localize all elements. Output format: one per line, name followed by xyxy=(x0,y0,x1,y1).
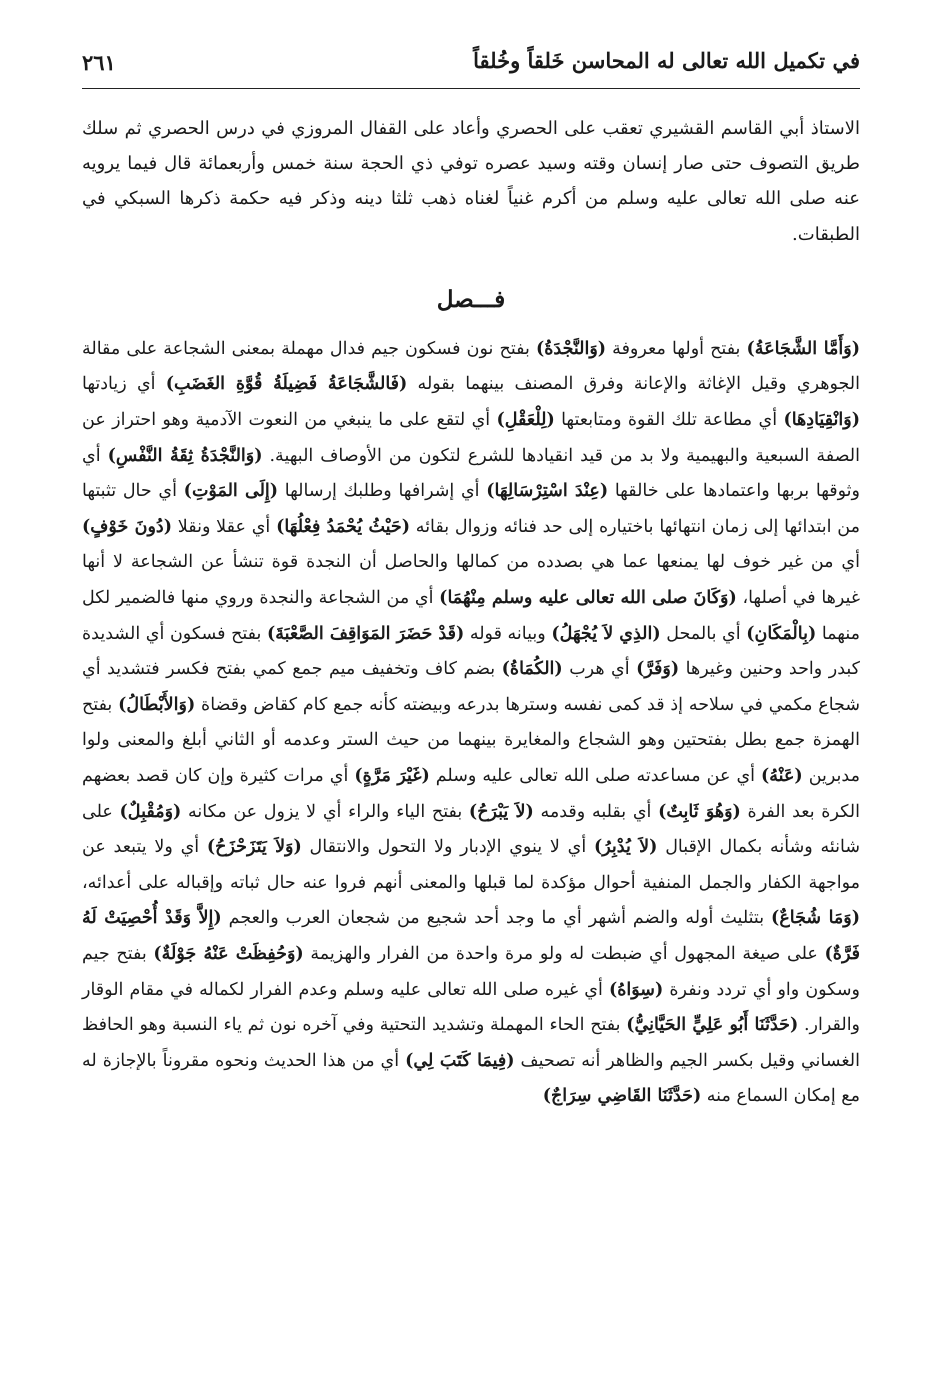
quoted-phrase: (غَيْرَ مَرَّةٍ) xyxy=(354,765,430,786)
commentary-text: على صيغة المجهول أي ضبطت له ولو مرة واحدة من الفرار والهزيمة xyxy=(303,943,825,964)
quoted-phrase: (حَيْثُ يُحْمَدُ فِعْلُهَا) xyxy=(276,516,411,537)
commentary-text: أي مرات كثيرة وإن كان قصد بعضهم الكرة بعد الفرة xyxy=(82,765,860,822)
quoted-phrase: (لِلْعَقْلِ) xyxy=(496,410,555,430)
commentary-text: أي من غير خوف لها يمنعها عما هي بصدده من كمالها والحاصل أن النجدة قوة تنشأ عن الشجاعة لا أنها غيرها في أصلها، xyxy=(82,552,860,608)
commentary-text: أي وثوقها بربها واعتمادها على خالقها xyxy=(82,445,860,502)
page-header xyxy=(82,38,860,89)
quoted-phrase: (وَالنَّجْدَةُ) xyxy=(535,338,607,359)
intro-paragraph: الاستاذ أبي القاسم القشيري تعقب على الحصري وأعاد على القفال المروزي في درس الحصري ثم سلك طريق التصوف حتى صار إنسان وقته وسيد عصره توفي ذي الحجة سنة خمس وأربعمائة قال فيما يرويه عنه صلى الله تعالى عليه وسلم من أكرم غنياً لغناه ذهب ثلثا دينه وذكر فيه حكمة ذكرها السبكي في الطبقات. xyxy=(82,118,860,245)
commentary-text: أي إشرافها وطلبك إرسالها xyxy=(278,481,487,502)
commentary-text: بفتح جيم وسكون واو أي تردد ونفرة xyxy=(82,943,861,1000)
quoted-phrase: (وَانْقِيَادِهَا) xyxy=(783,410,860,430)
commentary-text: بفتح الياء والراء أي لا يزول عن مكانه xyxy=(181,801,469,822)
quoted-phrase: (بِالْمَكَانِ) xyxy=(746,623,817,644)
quoted-phrase: (دُونَ خَوْفٍ) xyxy=(82,516,172,537)
commentary-text: أي زيادتها xyxy=(82,374,166,395)
commentary-text: أي هرب xyxy=(562,659,637,680)
commentary-text: بفتح أولها معروفة xyxy=(606,338,747,359)
quoted-phrase: (وَأَمَّا الشَّجَاعَةُ) xyxy=(746,338,861,359)
quoted-phrase: (عَنْهُ) xyxy=(761,765,803,786)
commentary-text: بضم كاف وتخفيف ميم جمع كمي بفتح فكسر فتشديد أي شجاع مكمي في سلاحه إذ قد كمى نفسه وسترها بدرعه وبيضته كأنه جمع كام كقاض وقضاة xyxy=(82,659,860,715)
quoted-phrase: (الذِي لاَ يُجْهَلُ) xyxy=(551,623,661,644)
quoted-phrase: (سِوَاهُ) xyxy=(608,979,664,1000)
quoted-phrase: (وَالنَّجْدَةُ ثِقَةُ النَّفْسِ) xyxy=(107,445,263,466)
commentary-text: أي حال تثبتها من ابتدائها إلى زمان انتهائها باختياره إلى حد فنائه وزوال بقائه xyxy=(82,481,860,537)
page-number: ٢٦١ xyxy=(82,50,116,75)
commentary-text: أي لا ينوي الإدبار ولا التحول والانتقال xyxy=(301,837,594,858)
quoted-phrase: (حَدَّثَنَا القَاضِي سِرَاجٌ) xyxy=(542,1086,702,1107)
main-paragraph xyxy=(82,332,860,1115)
book-page xyxy=(82,38,860,1115)
commentary-text: أي عن مساعدته صلى الله تعالى عليه وسلم xyxy=(429,765,762,786)
quoted-phrase: (وَكَانَ صلى الله تعالى عليه وسلم مِنْهُمَا) xyxy=(439,587,737,608)
commentary-text: أي من هذا الحديث ونحوه مقروناً بالإجازة له مع إمكان السماع منه xyxy=(82,1050,860,1107)
running-title: في تكميل الله تعالى له المحاسن خَلقاً وخُلقاً xyxy=(473,48,860,73)
commentary-text: بفتح الهمزة جمع بطل بفتحتين وهو الشجاع والمغايرة بينهما من حيث الستر وعدمه أو الثاني أبلغ والمعنى ولوا مدبرين xyxy=(82,694,860,786)
quoted-phrase: (عِنْدَ اسْتِرْسَالِهَا) xyxy=(486,481,609,502)
commentary-text: أي عقلا ونقلا xyxy=(171,516,277,537)
commentary-text: بفتح فسكون أي الشديدة كبدر واحد وحنين وغيرها xyxy=(82,623,861,680)
commentary-text: أي مطاعة تلك القوة ومتابعتها xyxy=(554,410,784,430)
section-heading: فـــصل xyxy=(436,285,506,313)
quoted-phrase: (حَدَّثَنَا أَبُو عَلِيٍّ الحَيَّانِيُّ) xyxy=(626,1015,799,1036)
commentary-text: وبيانه قوله xyxy=(464,623,552,644)
commentary-text: أي من الشجاعة والنجدة وروي منها فالضمير لكل منهما xyxy=(82,587,861,644)
quoted-phrase: (لاَ يُدْبِرُ) xyxy=(594,837,658,858)
commentary-text: على شانئه وشأنه بكمال الإقبال xyxy=(82,801,860,858)
quoted-phrase: (وَفَرَّ) xyxy=(636,659,680,680)
commentary-text: بتثليث أوله والضم أشهر أي ما وجد أحد شجيع من شجعان العرب والعجم xyxy=(221,908,772,929)
quoted-phrase: (وَالأَبْطَالُ) xyxy=(118,694,196,715)
quoted-phrase: (إِلَى المَوْتِ) xyxy=(183,481,279,502)
quoted-phrase: (فِيمَا كَتَبَ لِي) xyxy=(405,1050,515,1071)
commentary-text: أي بالمحل xyxy=(660,623,747,644)
commentary-text: أي ولا يتبعد عن مواجهة الكفار والجمل المنفية أحوال مؤكدة لما قبلها والمعنى أنهم فروا عنه حال ثباته وإقباله على أعدائه، xyxy=(82,837,860,893)
commentary-text: أي لتقع على ما ينبغي من النعوت الآدمية وهو احتراز عن الصفة السبعية والبهيمية ولا بد من قيد انقيادها للشرع لتكون من الأوصاف البهية. xyxy=(82,410,860,466)
commentary-text: بفتح نون فسكون جيم فدال مهملة بمعنى الشجاعة على مقالة الجوهري وقيل الإغاثة والإعانة وفرق المصنف بينهما بقوله xyxy=(82,338,860,395)
quoted-phrase: (فَالشَّجَاعَةُ فَضِيلَةُ قُوَّةِ الغَضَبِ) xyxy=(165,374,408,395)
commentary-text: أي غيره صلى الله تعالى عليه وسلم وعدم الفرار لكماله في مقام الوقار والقرار. xyxy=(82,979,861,1036)
quoted-phrase: (وَمُقْبِلٌ) xyxy=(119,801,182,822)
quoted-phrase: (وَهُوَ ثَابِتٌ) xyxy=(658,801,741,822)
quoted-phrase: (لاَ يَبْرَحُ) xyxy=(468,801,534,822)
quoted-phrase: (الكُمَاةُ) xyxy=(501,659,563,680)
quoted-phrase: (إِلاَّ وَقَدْ أُحْصِيَتْ لَهُ فَرَّةٌ) xyxy=(82,908,860,964)
quoted-phrase: (وَلاَ يَتَزَحْزَحُ) xyxy=(206,837,302,858)
quoted-phrase: (وَحُفِظَتْ عَنْهُ جَوْلَةٌ) xyxy=(153,943,304,964)
quoted-phrase: (وَمَا شُجَاعٌ) xyxy=(771,908,861,929)
quoted-phrase: (قَدْ حَضَرَ المَوَاقِفَ الصَّعْبَةَ) xyxy=(266,623,465,644)
commentary-text: أي بقلبه وقدمه xyxy=(533,801,659,822)
commentary-text: بفتح الحاء المهملة وتشديد التحتية وفي آخره نون ثم ياء النسبة وهو الحافظ الغساني وقيل بكسر الجيم والظاهر أنه تصحيف xyxy=(82,1015,861,1071)
